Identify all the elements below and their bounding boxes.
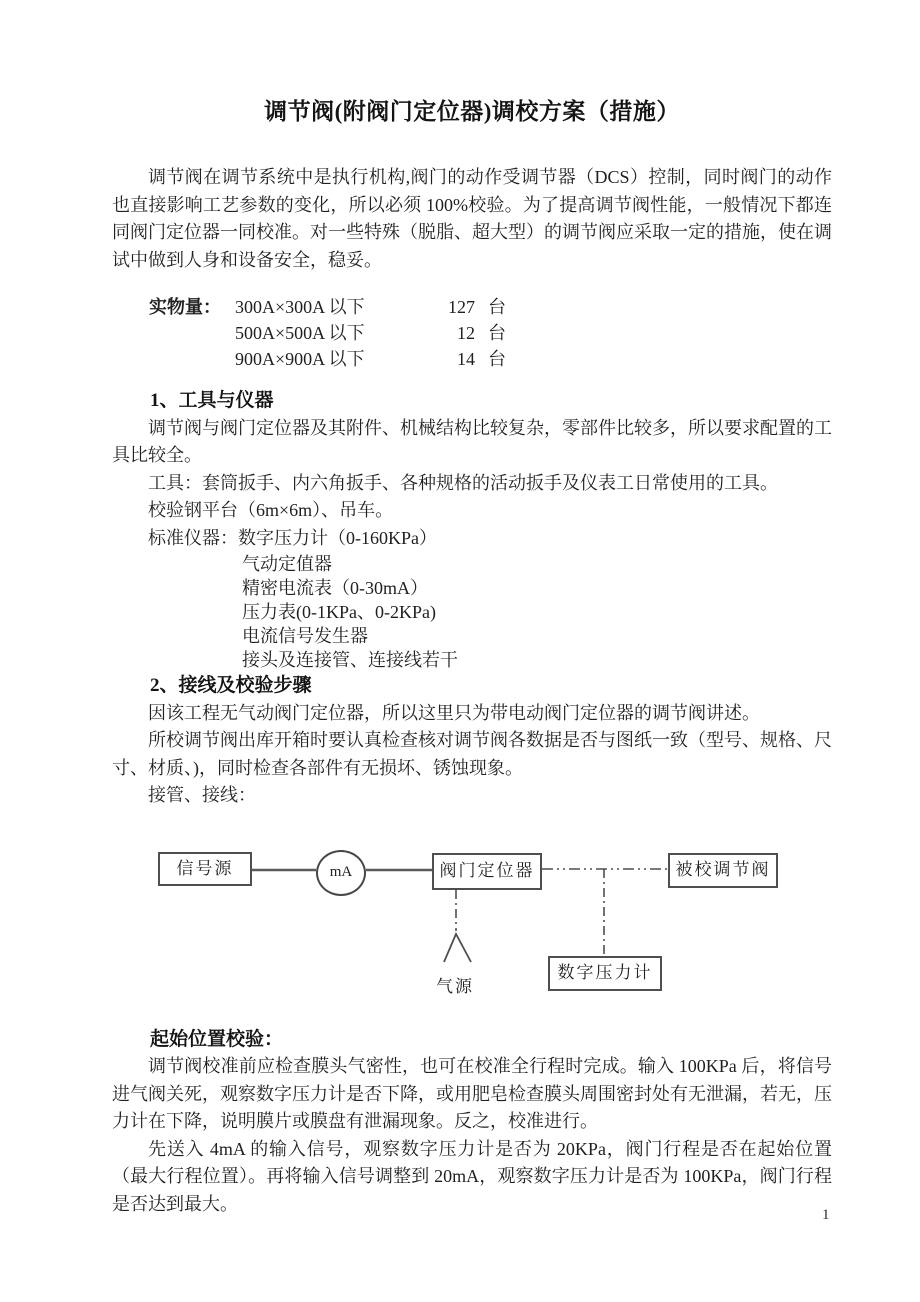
quantity-label: 实物量： (149, 297, 221, 317)
start-position-paragraph-1: 调节阀校准前应检查膜头气密性，也可在校准全行程时完成。输入 100KPa 后，将信号进气阀关死，观察数字压力计是否下降，或用肥皂检查膜头周围密封处有无泄漏，若无，压力计在下降，说明膜片或膜盘有泄漏现象。反之，校准进行。 (112, 1056, 832, 1131)
page-number: 1 (822, 1207, 830, 1223)
page-title: 调节阀(附阀门定位器)调校方案（措施） (264, 99, 680, 124)
quantity-row (149, 294, 832, 320)
section1-paragraph: 调节阀与阀门定位器及其附件、机械结构比较复杂，零部件比较多，所以要求配置的工具比较全。 (112, 417, 832, 465)
digital-pressure-gauge-label: 数字压力计 (557, 963, 653, 983)
quantity-label-spacer (149, 346, 235, 372)
quantity-count: 14 (457, 349, 475, 369)
digital-pressure-gauge-box (548, 956, 662, 991)
start-position-heading: 起始位置校验： (150, 1028, 284, 1050)
ammeter-label: mA (329, 863, 353, 880)
quantity-unit: 台 (488, 349, 506, 369)
quantity-unit: 台 (488, 323, 506, 343)
instrument-item: 精密电流表（0-30mA） (242, 578, 428, 598)
quantity-count: 12 (457, 323, 475, 343)
quantity-list (149, 294, 832, 372)
quantity-count: 127 (448, 297, 475, 317)
quantity-label-spacer (149, 320, 235, 346)
instrument-item: 电流信号发生器 (242, 626, 368, 646)
signal-source-label: 信号源 (176, 858, 234, 878)
valve-positioner-box (432, 853, 542, 890)
signal-source-box (158, 852, 252, 886)
instruments-line: 标准仪器：数字压力计（0-160KPa） (148, 527, 437, 548)
instrument-item: 气动定值器 (242, 554, 332, 574)
instrument-item: 压力表(0-1KPa、0-2KPa) (242, 602, 436, 622)
valve-positioner-label: 阀门定位器 (439, 861, 535, 881)
platform-line: 校验钢平台（6m×6m）、吊车。 (148, 500, 394, 520)
valve-under-test-label: 被校调节阀 (675, 860, 771, 880)
quantity-unit: 台 (488, 297, 506, 317)
valve-under-test-box (668, 853, 778, 888)
air-source-label: 气源 (436, 976, 474, 996)
connect-line: 接管、接线： (148, 785, 256, 805)
section2-paragraph-1: 因该工程无气动阀门定位器，所以这里只为带电动阀门定位器的调节阀讲述。 (148, 702, 760, 723)
intro-paragraph: 调节阀在调节系统中是执行机构,阀门的动作受调节器（DCS）控制，同时阀门的动作也直接影响工艺参数的变化，所以必须 100%校验。为了提高调节阀性能，一般情况下都连同阀门定位器一同校准。对一些特殊（脱脂、超大型）的调节阀应采取一定的措施，使在调试中做到人身和设备安全，稳妥。 (112, 167, 832, 270)
section2-paragraph-2: 所校调节阀出库开箱时要认真检查核对调节阀各数据是否与图纸一致（型号、规格、尺寸、材质、)，同时检查各部件有无损坏、锈蚀现象。 (112, 730, 832, 778)
section1-heading: 1、工具与仪器 (150, 390, 274, 411)
wiring-diagram (0, 838, 920, 1008)
quantity-size: 900A×900A 以下 (235, 349, 365, 369)
ammeter-circle (316, 850, 366, 896)
quantity-size: 500A×500A 以下 (235, 323, 365, 343)
tools-line: 工具：套筒扳手、内六角扳手、各种规格的活动扳手及仪表工日常使用的工具。 (148, 472, 778, 493)
start-position-paragraph-2: 先送入 4mA 的输入信号，观察数字压力计是否为 20KPa，阀门行程是否在起始位置（最大行程位置）。再将输入信号调整到 20mA，观察数字压力计是否为 100KPa，阀门行程是否达到最大。 (112, 1138, 832, 1214)
air-supply-arrow (444, 934, 471, 962)
section2-heading: 2、接线及校验步骤 (150, 675, 312, 696)
quantity-row (149, 346, 832, 372)
quantity-row (149, 320, 832, 346)
instrument-item: 接头及连接管、连接线若干 (242, 650, 458, 670)
quantity-size: 300A×300A 以下 (235, 297, 365, 317)
